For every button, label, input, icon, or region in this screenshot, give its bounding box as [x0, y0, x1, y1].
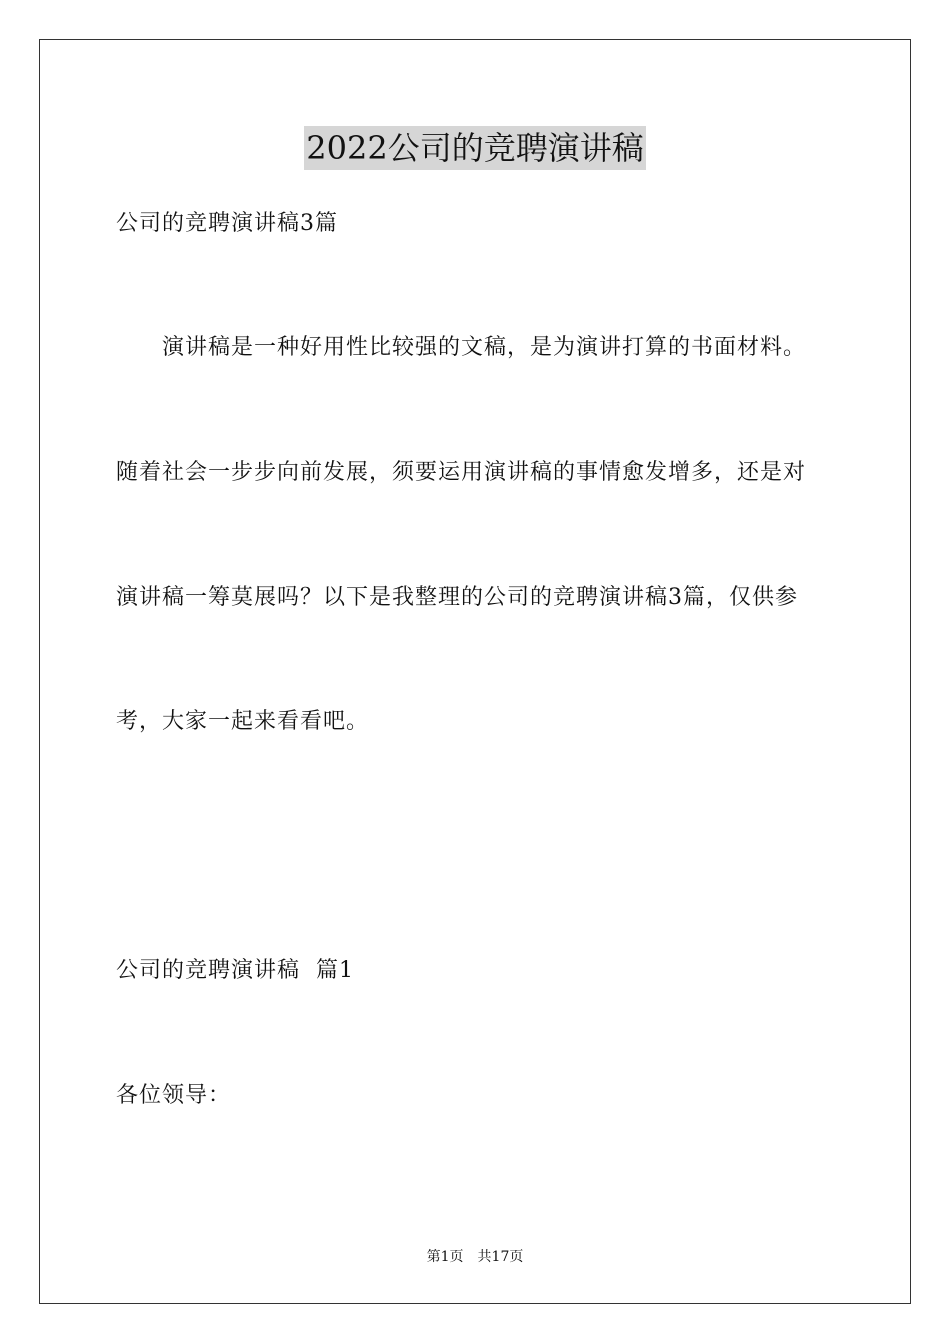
document-subtitle: 公司的竞聘演讲稿3篇	[116, 211, 338, 236]
page-footer	[0, 1248, 950, 1266]
intro-line-2: 随着社会一步步向前发展，须要运用演讲稿的事情愈发增多，还是对	[116, 460, 807, 485]
intro-line-3: 演讲稿一筹莫展吗？以下是我整理的公司的竞聘演讲稿3篇，仅供参	[116, 585, 798, 610]
page-number-current: 第1页	[426, 1249, 464, 1265]
section-heading: 公司的竞聘演讲稿 篇1	[116, 958, 354, 983]
title-container	[0, 126, 950, 170]
intro-line-1: 演讲稿是一种好用性比较强的文稿，是为演讲打算的书面材料。	[162, 335, 807, 360]
document-title: 2022公司的竞聘演讲稿	[304, 126, 645, 170]
salutation: 各位领导：	[116, 1083, 232, 1108]
intro-line-4: 考，大家一起来看看吧。	[116, 709, 370, 734]
page-number-total: 共17页	[477, 1249, 524, 1265]
